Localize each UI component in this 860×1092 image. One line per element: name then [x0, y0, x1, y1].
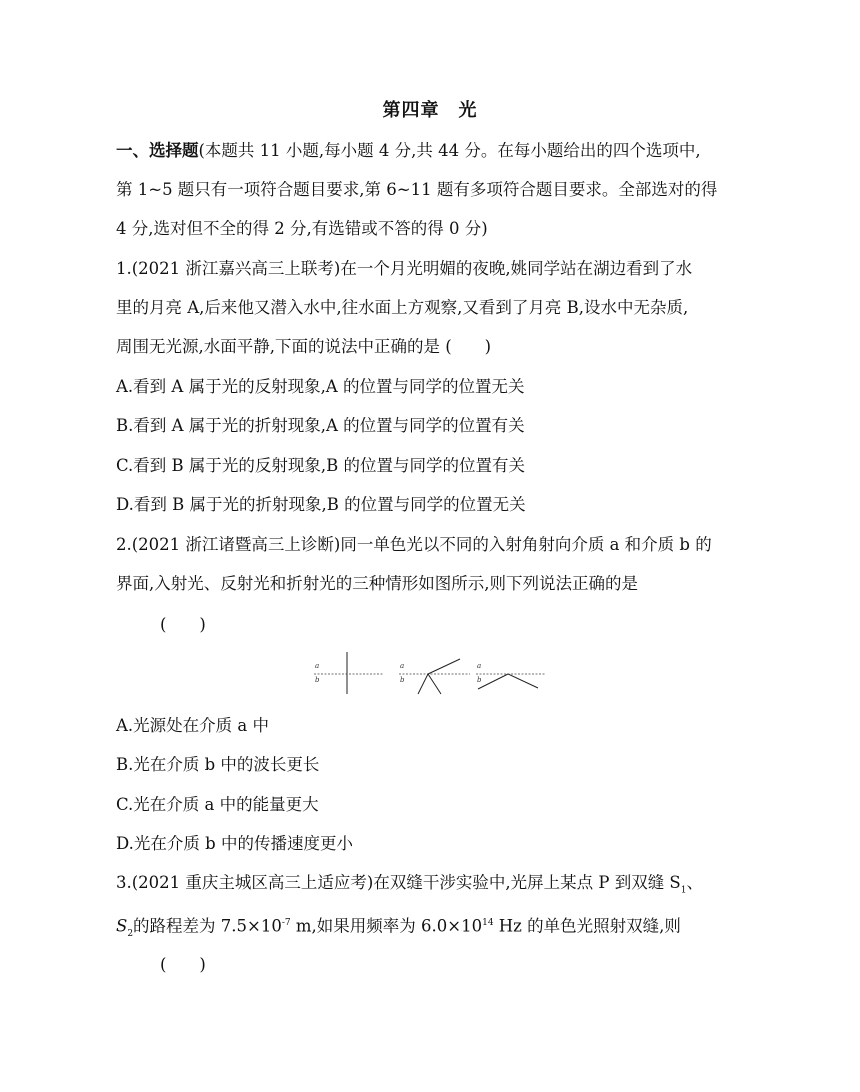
- q3-answer-paren: ( ): [160, 955, 206, 974]
- panel-1-label-b: b: [315, 676, 320, 684]
- q2-option-a: A.光源处在介质 a 中: [116, 716, 269, 735]
- q1-stem-line-3: 周围无光源,水面平静,下面的说法中正确的是 ( ): [116, 337, 492, 356]
- refraction-figure: [310, 650, 550, 696]
- panel-2-label-a: a: [400, 662, 405, 670]
- section-instructions-line-1: 一、选择题(本题共 11 小题,每小题 4 分,共 44 分。在每小题给出的四个选项中,: [116, 141, 701, 160]
- panel-2-reflected-ray: [428, 674, 441, 694]
- q1-stem-line-2: 里的月亮 A,后来他又潜入水中,往水面上方观察,又看到了月亮 B,设水中无杂质,: [116, 298, 689, 317]
- q1-option-d: D.看到 B 属于光的折射现象,B 的位置与同学的位置无关: [116, 495, 526, 514]
- q2-option-d: D.光在介质 b 中的传播速度更小: [116, 834, 353, 853]
- panel-1-label-a: a: [315, 662, 320, 670]
- q3-stem-line-1: 3.(2021 重庆主城区高三上适应考)在双缝干涉实验中,光屏上某点 P 到双缝 $S_1$、: [116, 873, 703, 896]
- panel-2-refracted-ray: [428, 659, 460, 674]
- q2-option-b: B.光在介质 b 中的波长更长: [116, 755, 320, 774]
- q1-option-b: B.看到 A 属于光的折射现象,A 的位置与同学的位置有关: [116, 416, 525, 435]
- figure-panel-3: [476, 662, 546, 689]
- panel-2-label-b: b: [400, 676, 405, 684]
- section-heading: 一、选择题: [116, 141, 199, 160]
- q1-stem-line-1: 1.(2021 浙江嘉兴高三上联考)在一个月光明媚的夜晚,姚同学站在湖边看到了水: [116, 259, 693, 278]
- q1-option-c: C.看到 B 属于光的反射现象,B 的位置与同学的位置有关: [116, 456, 526, 475]
- q2-stem-line-1: 2.(2021 浙江诸暨高三上诊断)同一单色光以不同的入射角射向介质 a 和介质 b 的: [116, 535, 712, 554]
- panel-3-reflected-ray: [508, 674, 538, 688]
- figure-panel-1: [314, 652, 384, 694]
- chapter-title: 第四章 光: [382, 100, 478, 121]
- q2-option-c: C.光在介质 a 中的能量更大: [116, 795, 319, 814]
- q2-stem-line-2: 界面,入射光、反射光和折射光的三种情形如图所示,则下列说法正确的是: [116, 574, 638, 593]
- q2-answer-paren: ( ): [160, 615, 206, 634]
- section-instructions-line-2: 第 1~5 题只有一项符合题目要求,第 6~11 题有多项符合题目要求。全部选对的得: [116, 180, 718, 199]
- figure-panel-2: [399, 659, 470, 694]
- panel-2-incident-ray: [418, 674, 428, 694]
- panel-3-label-b: b: [477, 676, 482, 684]
- section-instructions-line-3: 4 分,选对但不全的得 2 分,有选错或不答的得 0 分): [116, 219, 488, 238]
- q1-option-a: A.看到 A 属于光的反射现象,A 的位置与同学的位置无关: [116, 377, 525, 396]
- panel-3-incident-ray: [478, 674, 508, 689]
- panel-3-label-a: a: [477, 662, 482, 670]
- q3-stem-line-2: $S_2$的路程差为 $7.5\times 10^{-7}$ m,如果用频率为 $6.0\times 10^{14}$ Hz 的单色光照射双缝,则: [116, 916, 681, 939]
